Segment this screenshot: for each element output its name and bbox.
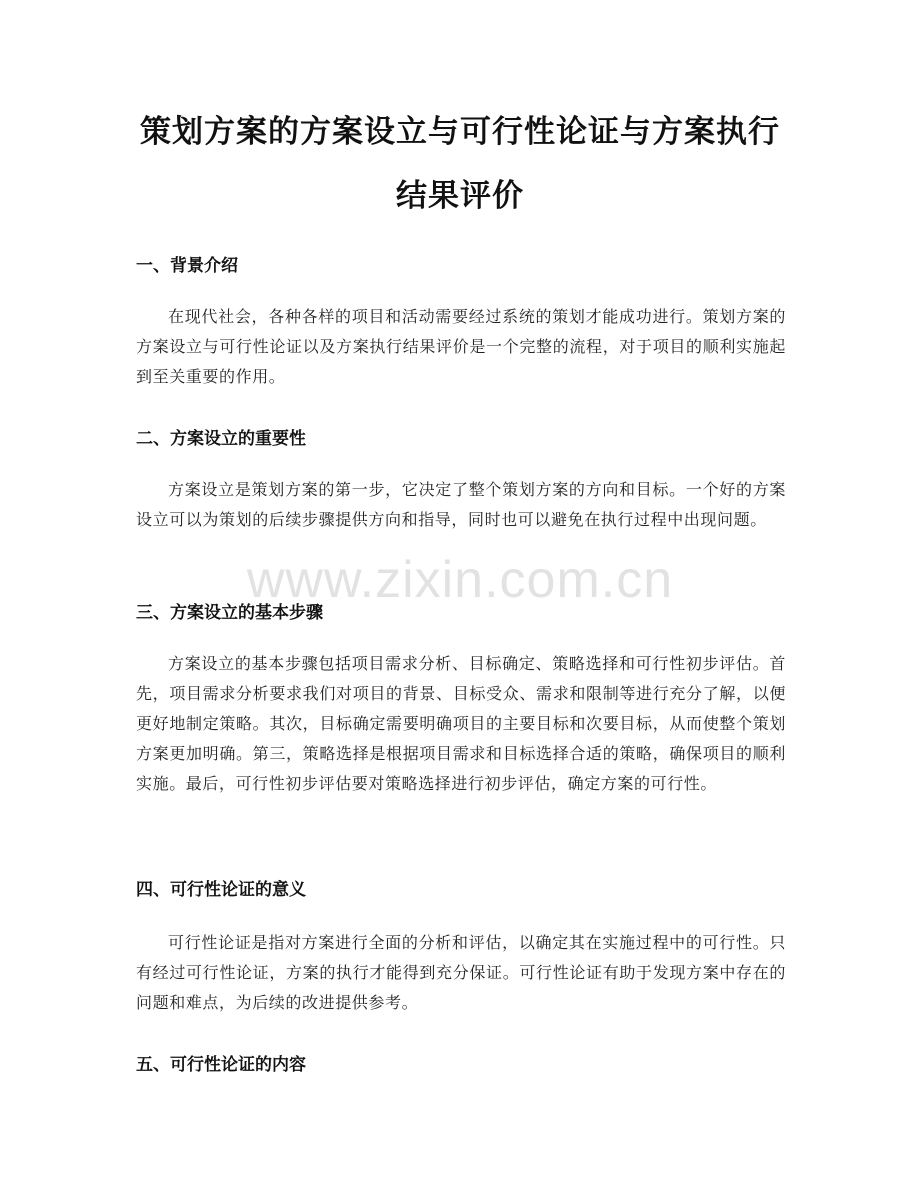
section-body-steps: 方案设立的基本步骤包括项目需求分析、目标确定、策略选择和可行性初步评估。首先，项目需求分析要求我们对项目的背景、目标受众、需求和限制等进行充分了解，以便更好地制定策略。其次，目标确定需要明确项目的主要目标和次要目标，从而使整个策划方案更加明确。第三，策略选择是根据项目需求和目标选择合适的策略，确保项目的顺利实施。最后，可行性初步评估要对策略选择进行初步评估，确定方案的可行性。 — [136, 654, 786, 793]
watermark: www.zixin.com.cn — [246, 551, 674, 609]
document-title: 策划方案的方案设立与可行性论证与方案执行结果评价 — [140, 114, 780, 214]
section-heading-feasibility-meaning: 四、可行性论证的意义 — [136, 880, 306, 900]
section-heading-steps: 三、方案设立的基本步骤 — [136, 603, 323, 623]
section-heading-importance: 二、方案设立的重要性 — [136, 429, 306, 449]
section-body-feasibility-meaning: 可行性论证是指对方案进行全面的分析和评估，以确定其在实施过程中的可行性。只有经过可行性论证，方案的执行才能得到充分保证。可行性论证有助于发现方案中存在的问题和难点，为后续的改进提供参考。 — [136, 933, 786, 1012]
section-heading-feasibility-content: 五、可行性论证的内容 — [136, 1055, 306, 1075]
section-heading-background: 一、背景介绍 — [136, 256, 238, 276]
section-body-importance: 方案设立是策划方案的第一步，它决定了整个策划方案的方向和目标。一个好的方案设立可以为策划的后续步骤提供方向和指导，同时也可以避免在执行过程中出现问题。 — [136, 480, 786, 529]
section-body-background: 在现代社会，各种各样的项目和活动需要经过系统的策划才能成功进行。策划方案的方案设立与可行性论证以及方案执行结果评价是一个完整的流程，对于项目的顺利实施起到至关重要的作用。 — [136, 307, 786, 386]
